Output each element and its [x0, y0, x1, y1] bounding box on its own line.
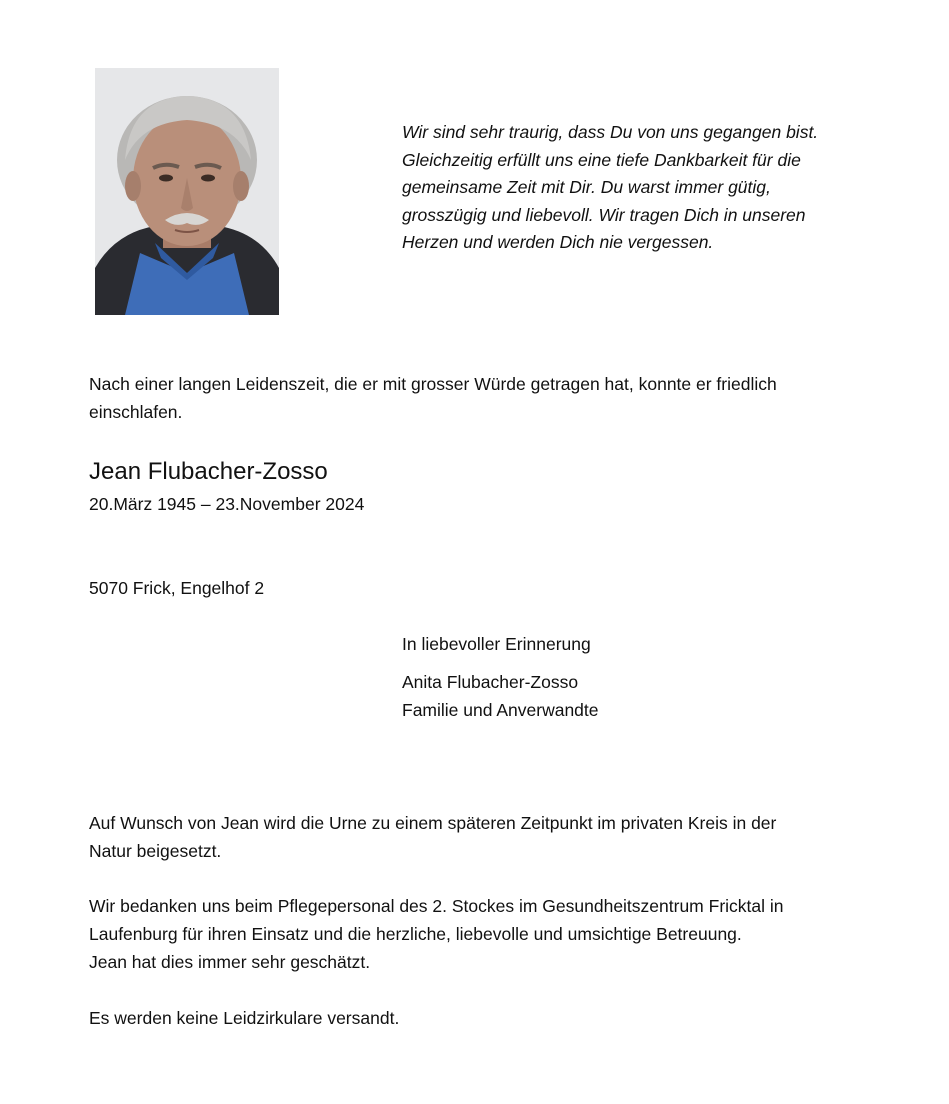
urn-line: Natur beigesetzt.: [89, 841, 222, 861]
thanks-line: Wir bedanken uns beim Pflegepersonal des 2. Stockes im Gesundheitszentrum Fricktal in: [89, 896, 784, 916]
portrait-photo: [95, 68, 279, 315]
quote-line: gemeinsame Zeit mit Dir. Du warst immer gütig,: [402, 177, 771, 197]
quote-line: grosszügig und liebevoll. Wir tragen Dich in unseren: [402, 204, 806, 225]
intro-line: einschlafen.: [89, 402, 183, 422]
deceased-name: Jean Flubacher-Zosso: [89, 458, 328, 485]
intro-line: Nach einer langen Leidenszeit, die er mit grosser Würde getragen hat, konnte er friedlich: [89, 374, 777, 394]
circular-note: Es werden keine Leidzirkulare versandt.: [89, 1008, 400, 1028]
quote-line: Herzen und werden Dich nie vergessen.: [402, 232, 714, 252]
portrait-image: [95, 68, 279, 315]
urn-paragraph: [89, 809, 776, 865]
memory-heading: In liebevoller Erinnerung: [402, 634, 591, 654]
thanks-line: Laufenburg für ihren Einsatz und die herzliche, liebevolle und umsichtige Betreuung.: [89, 924, 742, 944]
thanks-line: Jean hat dies immer sehr geschätzt.: [89, 952, 371, 972]
urn-line: Auf Wunsch von Jean wird die Urne zu einem späteren Zeitpunkt im privaten Kreis in der: [89, 813, 777, 833]
quote-line: Wir sind sehr traurig, dass Du von uns gegangen bist.: [402, 122, 819, 142]
life-dates: 20.März 1945 – 23.November 2024: [89, 494, 365, 514]
address: 5070 Frick, Engelhof 2: [89, 578, 265, 598]
memorial-quote: [402, 119, 872, 257]
mourner-line: Familie und Anverwandte: [402, 700, 599, 720]
intro-paragraph: [89, 370, 777, 426]
thanks-paragraph: [89, 892, 784, 976]
mourner-line: Anita Flubacher-Zosso: [402, 672, 579, 692]
quote-line: Gleichzeitig erfüllt uns eine tiefe Dankbarkeit für die: [402, 149, 801, 170]
mourners-list: [402, 668, 599, 724]
